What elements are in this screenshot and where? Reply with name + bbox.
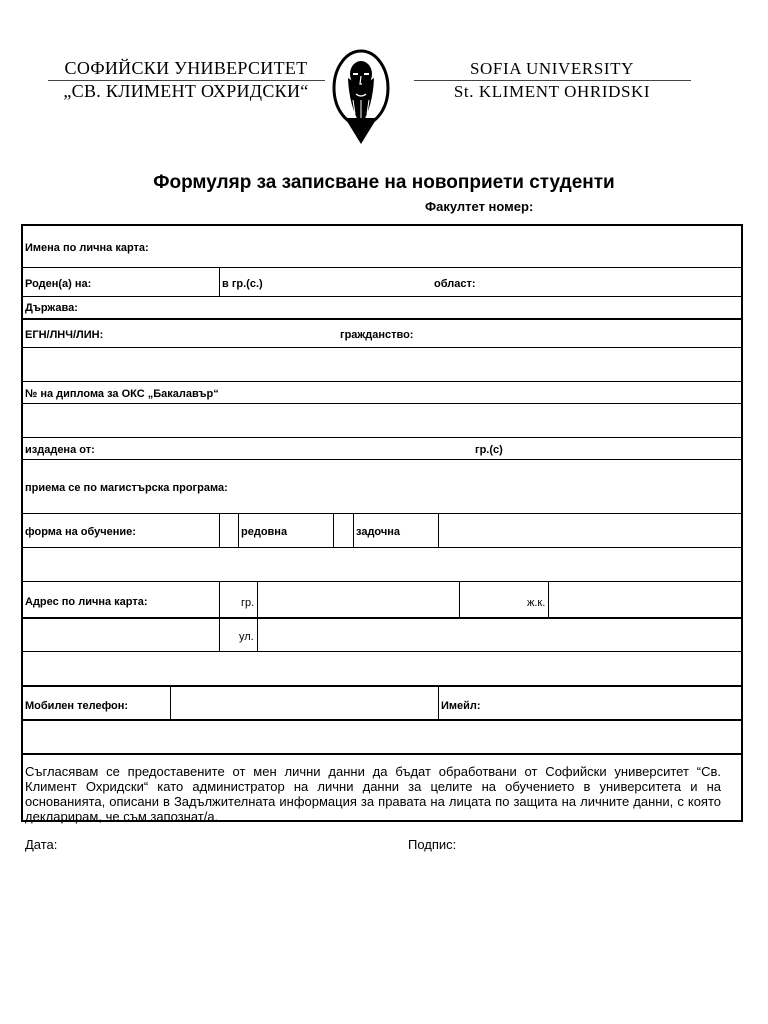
country-label: Държава:	[25, 302, 78, 314]
full-time-label: редовна	[241, 526, 288, 538]
col-divider	[219, 581, 220, 651]
study-form-label: форма на обучение:	[25, 526, 136, 538]
faculty-number-label: Факултет номер:	[425, 199, 534, 214]
diploma-label: № на диплома за ОКС „Бакалавър“	[25, 388, 219, 400]
born-label: Роден(а) на:	[25, 278, 92, 290]
addr-district-label: ж.к.	[527, 597, 546, 609]
page-title: Формуляр за записване на новоприети студенти	[153, 172, 615, 193]
row-divider	[23, 617, 741, 619]
header-en-line1: SOFIA UNIVERSITY	[469, 59, 635, 78]
col-divider	[548, 581, 549, 617]
col-divider	[438, 685, 439, 719]
issued-city-label: гр.(с)	[475, 444, 503, 456]
col-divider	[257, 581, 258, 651]
row-divider	[23, 347, 741, 348]
row-divider	[23, 459, 741, 460]
citizenship-label: гражданство:	[340, 329, 414, 341]
egn-label: ЕГН/ЛНЧ/ЛИН:	[25, 329, 104, 341]
col-divider	[170, 685, 171, 719]
col-divider	[353, 513, 354, 547]
university-seal-icon	[331, 48, 391, 144]
enrollment-form	[21, 224, 743, 822]
col-divider	[219, 513, 220, 547]
row-divider	[23, 381, 741, 382]
header-bg-line2: „СВ. КЛИМЕНТ ОХРИДСКИ“	[63, 81, 309, 101]
address-label: Адрес по лична карта:	[25, 596, 148, 608]
row-divider	[23, 547, 741, 548]
signature-label: Подпис:	[408, 837, 457, 852]
row-divider	[23, 719, 741, 721]
row-divider	[23, 753, 741, 755]
header-divider-right	[414, 80, 691, 81]
row-divider	[23, 581, 741, 582]
city-label: в гр.(с.)	[222, 278, 263, 290]
row-divider	[23, 403, 741, 404]
row-divider	[23, 318, 741, 320]
consent-text: Съгласявам се предоставените от мен лични данни да бъдат обработвани от Софийски университет “Св. Климент Охридски“ като администратор на лични данни за целите на обучението в университета и на основанията, описани в Задължителната информация за правата на лицата по защита на личните данни, с която декларирам, че съм запознат/а.	[25, 764, 721, 824]
col-divider	[219, 267, 220, 296]
col-divider	[238, 513, 239, 547]
col-divider	[333, 513, 334, 547]
addr-street-label: ул.	[239, 631, 254, 643]
row-divider	[23, 685, 741, 687]
row-divider	[23, 437, 741, 438]
date-label: Дата:	[25, 837, 58, 852]
header-divider-left	[48, 80, 325, 81]
header-bg-line1: СОФИЙСКИ УНИВЕРСИТЕТ	[64, 58, 308, 78]
row-divider	[23, 267, 741, 268]
part-time-label: задочна	[356, 526, 401, 538]
row-divider	[23, 651, 741, 652]
program-label: приема се по магистърска програма:	[25, 482, 228, 494]
mobile-label: Мобилен телефон:	[25, 700, 129, 712]
issued-by-label: издадена от:	[25, 444, 95, 456]
col-divider	[459, 581, 460, 617]
col-divider	[438, 513, 439, 547]
row-divider	[23, 513, 741, 514]
email-label: Имейл:	[441, 700, 481, 712]
region-label: област:	[434, 278, 476, 290]
header-en-line2: St. KLIMENT OHRIDSKI	[453, 82, 651, 101]
row-divider	[23, 296, 741, 297]
names-label: Имена по лична карта:	[25, 242, 149, 254]
addr-city-label: гр.	[241, 597, 255, 609]
